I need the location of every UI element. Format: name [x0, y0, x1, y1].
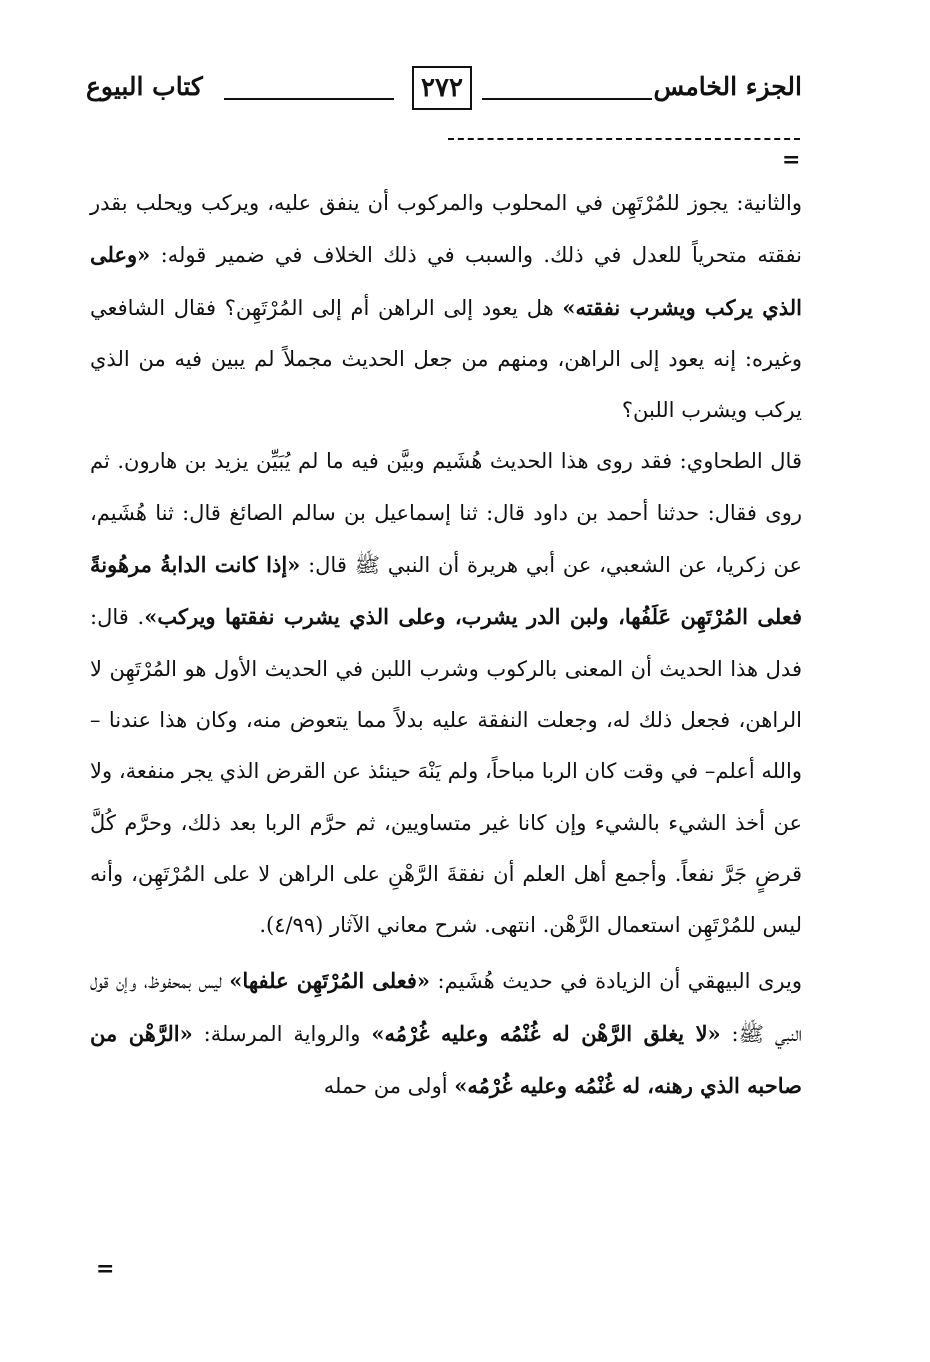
paragraph-3-text-c: والرواية المرسلة:: [192, 1021, 372, 1046]
page-number: ٢٧٢: [412, 66, 472, 110]
hadith-quote-1: «وعلى الذي يركب ويشرب نفقته»: [90, 242, 802, 320]
paragraph-3-text-d: أولى من حمله: [323, 1074, 455, 1099]
paragraph-2-text-b: . قال: فدل هذا الحديث أن المعنى بالركوب وشرب اللبن في الحديث الأول هو المُرْتَهِن لا الراهن، فجعل ذلك له، وجعلت النفقة عليه بدلاً مما يتعوض منه، وكان هذا عندنا – والله أعلم– في وقت كان الربا مباحاً، ولم يَنْهَ حينئذ عن القرض الذي يجر منفعة، ولا عن أخذ الشيء بالشيء وإن كانا غير متساويين، ثم حرَّم الربا بعد ذلك، وحرَّم كُلَّ قرضٍ جَرَّ نفعاً. وأجمع أهل العلم أن نفقةَ الرَّهْنِ على الراهن لا على المُرْتَهِن، وأنه ليس للمُرْتَهِن استعمال الرَّهْن. انتهى. شرح معاني الآثار (٤/٩٩).: [90, 605, 802, 938]
continuation-mark-bottom: =: [96, 1256, 115, 1282]
book-title: كتاب البيوع: [86, 72, 203, 101]
paragraph-3-text-a: ويرى البيهقي أن الزيادة في حديث هُشَيم:: [430, 969, 802, 994]
page-header: [86, 66, 802, 126]
hadith-quote-2: «إذا كانت الدابةُ مرهُونةً فعلى المُرْتَهِن عَلَفُها، ولبن الدر يشرب، وعلى الذي يشرب نفقتها ويركب»: [90, 552, 803, 630]
paragraph-3: [90, 955, 802, 1112]
hadith-quote-4: «لا يغلق الرَّهْن له غُنْمُه وعليه غُرْمُه»: [371, 1020, 721, 1046]
hadith-quote-5: «الرَّهْن من صاحبه الذي رهنه، له غُنْمُه وعليه غُرْمُه»: [90, 1020, 802, 1099]
hadith-quote-3: «فعلى المُرْتَهِن علفها»: [229, 968, 431, 994]
paragraph-2-text-a: قال الطحاوي: فقد روى هذا الحديث هُشَيم وبيَّن فيه ما لم يُبَيِّن يزيد بن هارون. ثم روى فقال: حدثنا أحمد بن داود قال: ثنا إسماعيل بن سالم الصائغ قال: ثنا هُشَيم، عن زكريا، عن الشعبي، عن أبي هريرة أن النبي ﷺ قال:: [90, 449, 802, 578]
paragraph-3-text-b: ليس بمحفوظ، وإن قول النبي ﷺ:: [90, 969, 802, 1046]
paragraph-1-text-a: والثانية: يجوز للمُرْتَهِن في المحلوب والمركوب أن ينفق عليه، ويركب ويحلب بقدر نفقته متحرياً للعدل في ذلك. والسبب في ذلك الخلاف في ضمير قوله:: [90, 191, 802, 268]
continuation-mark-top: =: [782, 147, 801, 173]
paragraph-1-text-b: هل يعود إلى الراهن أم إلى المُرْتَهِن؟ فقال الشافعي وغيره: إنه يعود إلى الراهن، ومنهم من جعل الحديث مجملاً لم يبين فيه من الذي يركب ويشرب اللبن؟: [90, 295, 802, 423]
main-text: [90, 178, 802, 1112]
header-dashed-divider: [448, 138, 800, 140]
volume-title: الجزء الخامس: [653, 72, 802, 101]
header-rule-right: [482, 98, 652, 100]
paragraph-1: [90, 178, 802, 436]
header-rule-left: [224, 98, 394, 100]
paragraph-2: [90, 436, 802, 951]
